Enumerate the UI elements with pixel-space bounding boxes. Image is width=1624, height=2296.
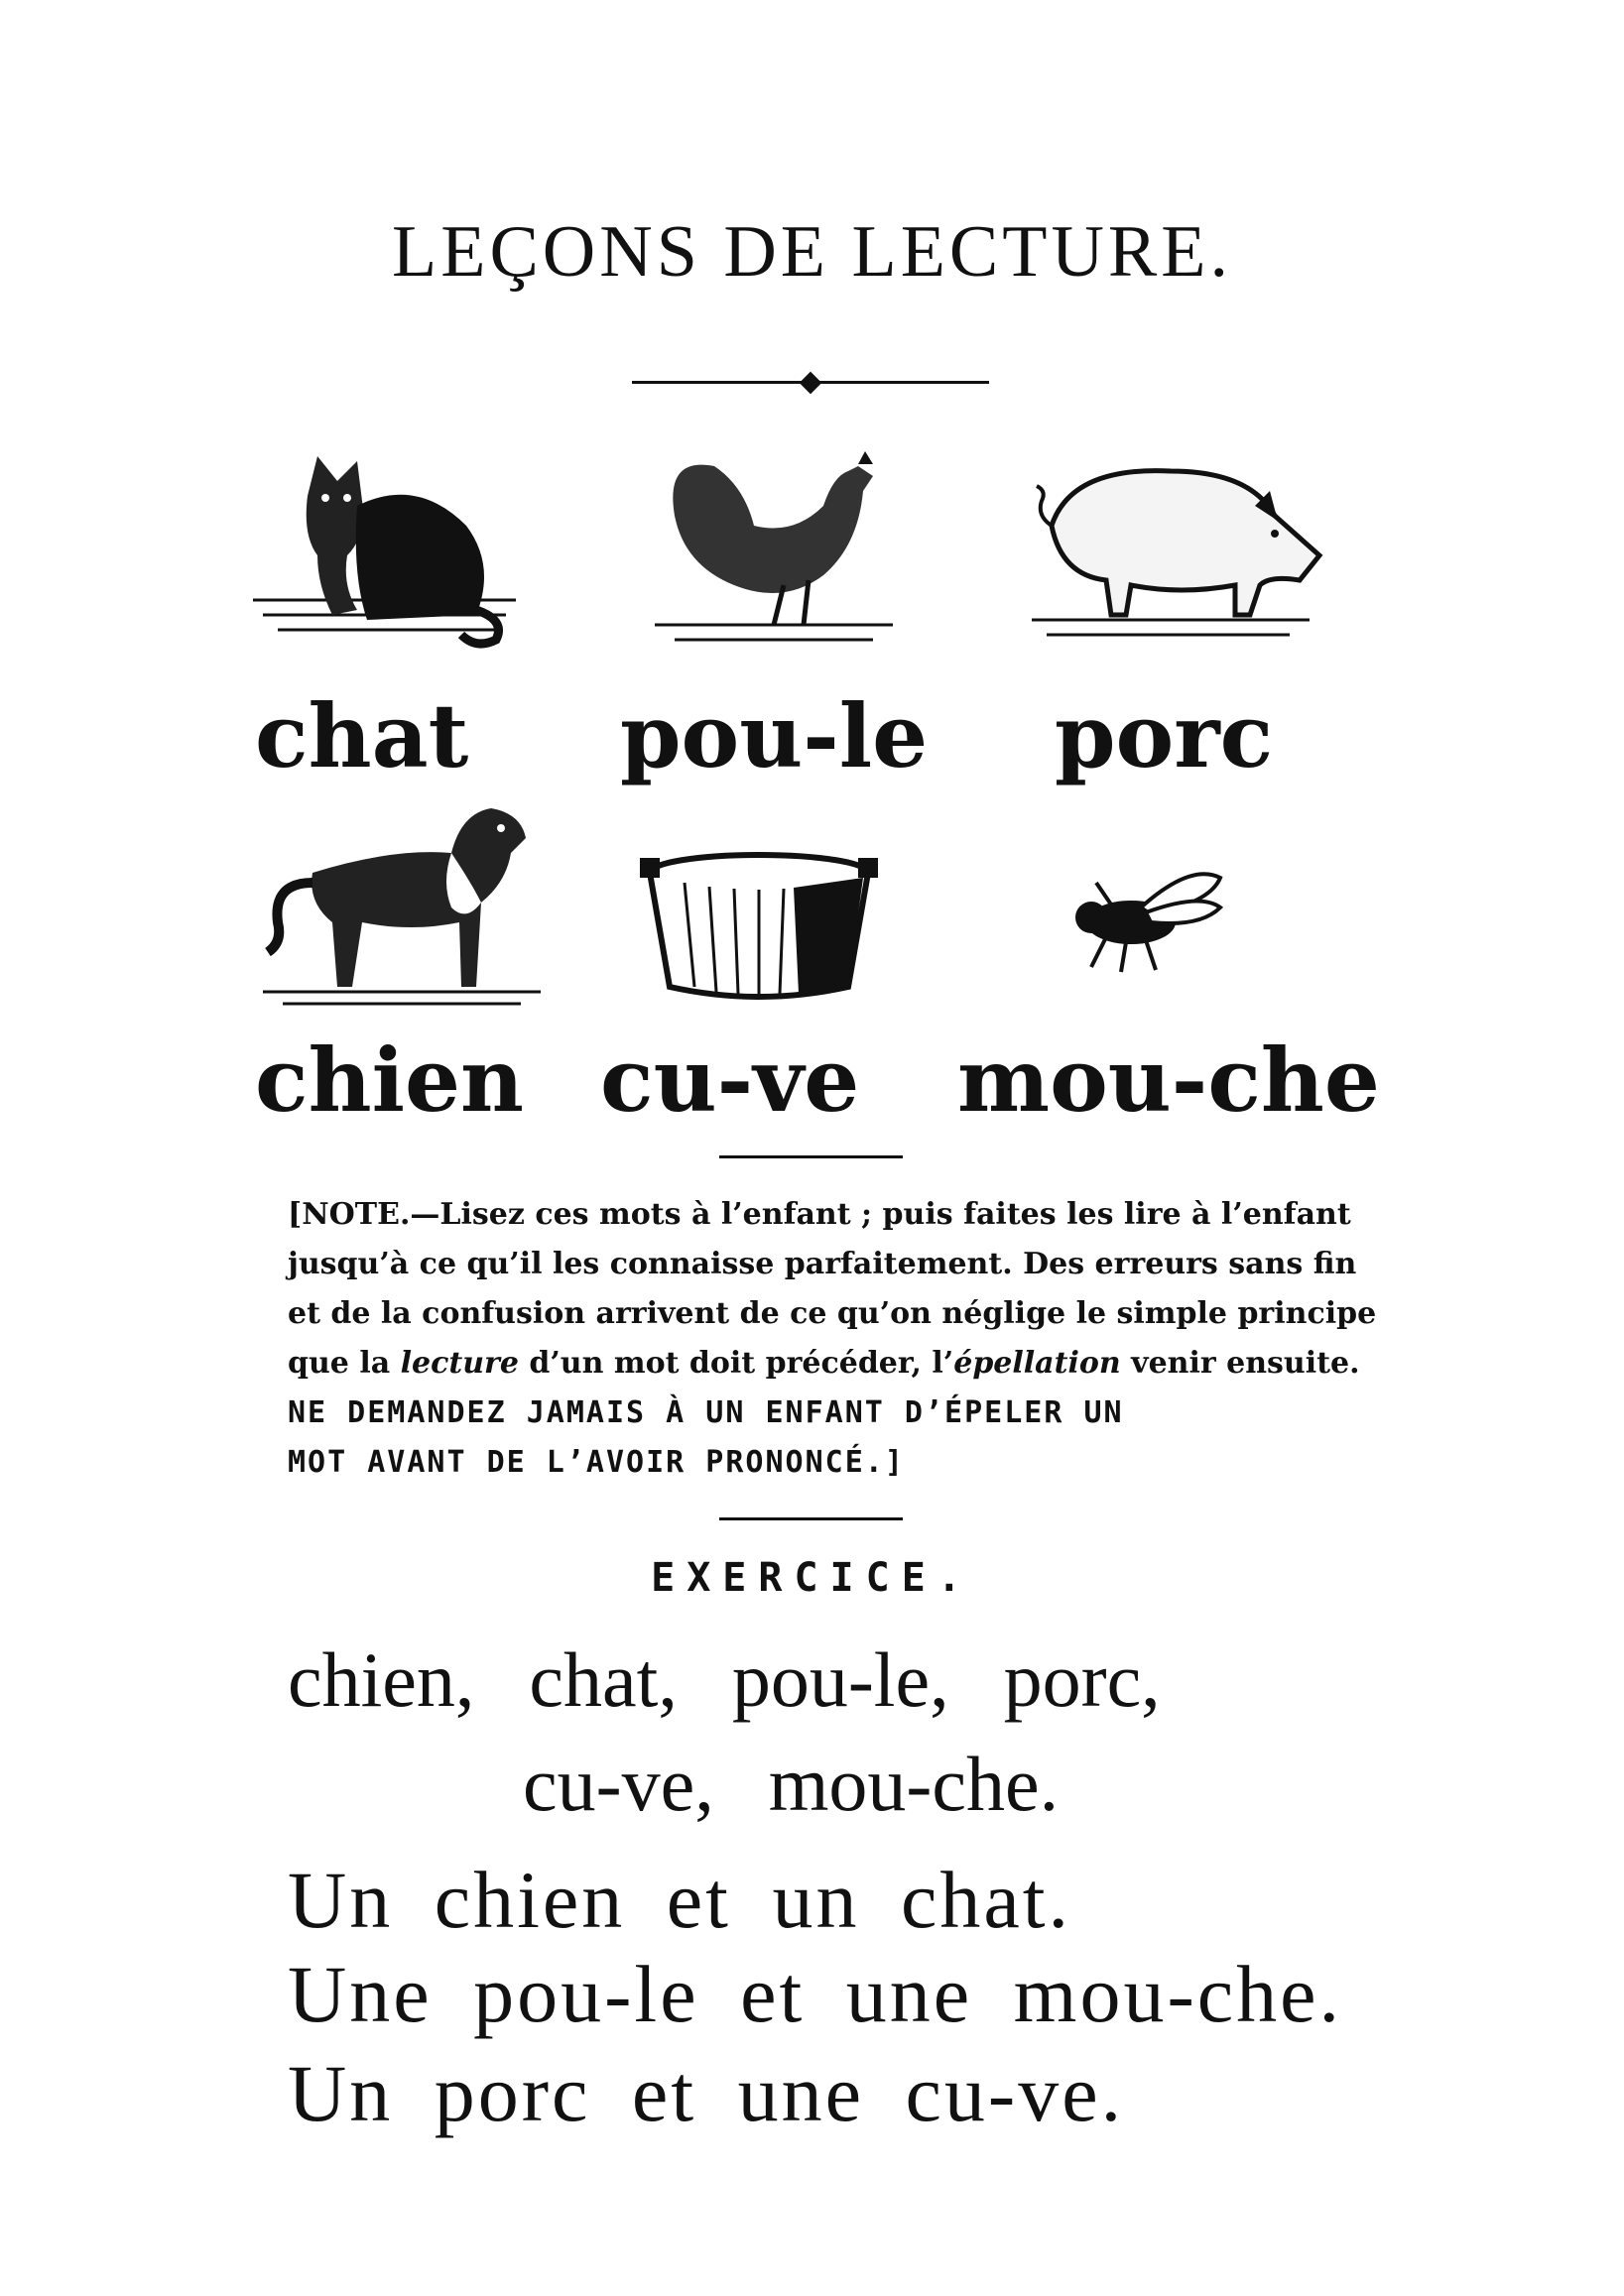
word-mouche: mou-che: [957, 1028, 1380, 1132]
note-line: [NOTE.—Lisez ces mots à l’enfant ; puis faites les lire à l’enfant: [288, 1197, 1351, 1232]
note-line: et de la confusion arrivent de ce qu’on néglige le simple principe: [288, 1296, 1377, 1331]
exercise-sentence: Une pou-le et une mou-che.: [288, 1949, 1343, 2039]
dog-icon: [253, 793, 551, 1017]
word-poule: pou-le: [620, 684, 929, 787]
word-porc: porc: [1055, 684, 1274, 787]
exercise-words: cu-ve, mou-che.: [523, 1741, 1060, 1827]
note-warning: MOT AVANT DE L’AVOIR PRONONCÉ.]: [288, 1445, 905, 1480]
word-cuve: cu-ve: [600, 1028, 860, 1132]
divider-rule: [719, 1155, 903, 1158]
exercise-heading: EXERCICE.: [651, 1555, 973, 1601]
tub-icon: [635, 843, 883, 1002]
cat-icon: [248, 436, 536, 665]
note-warning: NE DEMANDEZ JAMAIS À UN ENFANT D’ÉPELER UN: [288, 1395, 1124, 1430]
exercise-words: chien, chat, pou-le, porc,: [288, 1636, 1161, 1723]
title-ornament: [632, 375, 989, 391]
word-chien: chien: [255, 1028, 524, 1132]
teacher-note: [288, 1190, 1379, 1488]
pig-icon: [1022, 446, 1329, 655]
fly-icon: [1052, 853, 1230, 982]
divider-rule: [719, 1517, 903, 1520]
note-line: jusqu’à ce qu’il les connaisse parfaitement. Des erreurs sans fin: [288, 1247, 1357, 1281]
exercise-sentence: Un chien et un chat.: [288, 1855, 1072, 1945]
exercise-sentence: Un porc et une cu-ve.: [288, 2048, 1125, 2138]
word-chat: chat: [255, 684, 469, 787]
note-line: que la lecture d’un mot doit précéder, l’épellation venir ensuite.: [288, 1346, 1360, 1381]
hen-icon: [635, 436, 913, 674]
page-title: LEÇONS DE LECTURE.: [392, 211, 1232, 293]
